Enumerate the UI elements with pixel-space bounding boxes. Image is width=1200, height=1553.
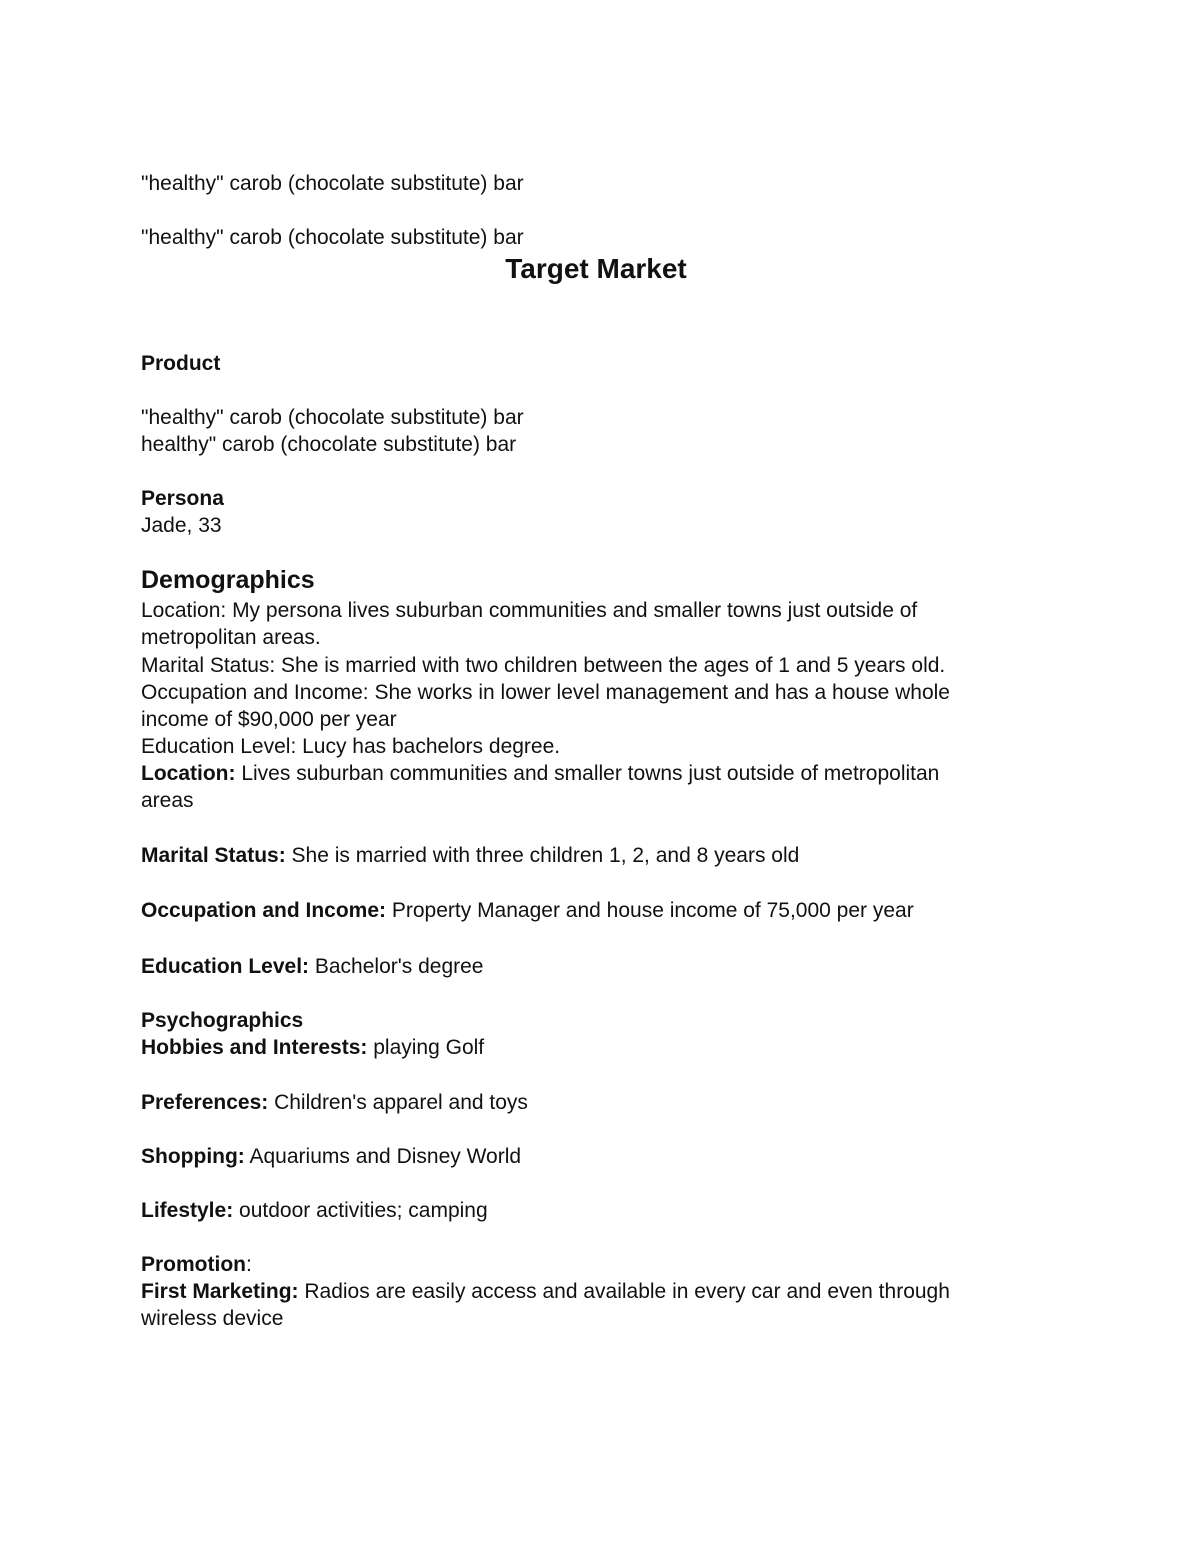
location-row: [141, 760, 939, 787]
demographics-location-line-2: metropolitan areas.: [141, 626, 321, 649]
first-marketing-value: Radios are easily access and available in every car and even through: [298, 1280, 950, 1303]
intro-line-2: "healthy" carob (chocolate substitute) bar: [141, 226, 524, 249]
product-heading: Product: [141, 352, 221, 375]
hobbies-row: [141, 1034, 484, 1061]
first-marketing-row: [141, 1278, 950, 1305]
hobbies-label: Hobbies and Interests:: [141, 1036, 368, 1059]
education-row: [141, 953, 483, 980]
demographics-education: Education Level: Lucy has bachelors degree.: [141, 735, 561, 758]
hobbies-value: playing Golf: [367, 1036, 485, 1059]
preferences-label: Preferences:: [141, 1091, 269, 1114]
promotion-heading-colon: :: [246, 1253, 252, 1276]
first-marketing-continued: wireless device: [141, 1307, 284, 1330]
demographics-location-line-1: Location: My persona lives suburban communities and smaller towns just outside of: [141, 599, 918, 622]
demographics-marital: Marital Status: She is married with two children between the ages of 1 and 5 years old.: [141, 654, 946, 677]
education-value: Bachelor's degree: [309, 955, 484, 978]
lifestyle-value: outdoor activities; camping: [233, 1199, 488, 1222]
first-marketing-label: First Marketing:: [141, 1280, 299, 1303]
location-row-continued: areas: [141, 789, 194, 812]
shopping-value: Aquariums and Disney World: [244, 1145, 522, 1168]
product-line-1: "healthy" carob (chocolate substitute) bar: [141, 406, 524, 429]
marital-row: [141, 842, 799, 869]
occupation-value: Property Manager and house income of 75,000 per year: [386, 899, 914, 922]
intro-line-1: "healthy" carob (chocolate substitute) bar: [141, 172, 524, 195]
persona-value: Jade, 33: [141, 514, 222, 537]
lifestyle-label: Lifestyle:: [141, 1199, 234, 1222]
persona-heading: Persona: [141, 487, 224, 510]
occupation-row: [141, 897, 914, 924]
shopping-row: [141, 1143, 521, 1170]
promotion-heading: Promotion: [141, 1253, 246, 1276]
page-title: Target Market: [505, 253, 687, 284]
psychographics-heading: Psychographics: [141, 1009, 304, 1032]
preferences-row: [141, 1089, 528, 1116]
preferences-value: Children's apparel and toys: [268, 1091, 528, 1114]
demographics-heading: Demographics: [141, 566, 315, 594]
occupation-label: Occupation and Income:: [141, 899, 387, 922]
demographics-occupation-line-2: income of $90,000 per year: [141, 708, 397, 731]
education-label: Education Level:: [141, 955, 310, 978]
location-value: Lives suburban communities and smaller towns just outside of metropolitan: [235, 762, 940, 785]
location-label: Location:: [141, 762, 236, 785]
promotion-heading-row: [141, 1251, 252, 1278]
marital-value: She is married with three children 1, 2, and 8 years old: [285, 844, 800, 867]
demographics-occupation-line-1: Occupation and Income: She works in lower level management and has a house whole: [141, 681, 950, 704]
lifestyle-row: [141, 1197, 488, 1224]
product-line-2: healthy" carob (chocolate substitute) bar: [141, 433, 517, 456]
marital-label: Marital Status:: [141, 844, 286, 867]
shopping-label: Shopping:: [141, 1145, 245, 1168]
